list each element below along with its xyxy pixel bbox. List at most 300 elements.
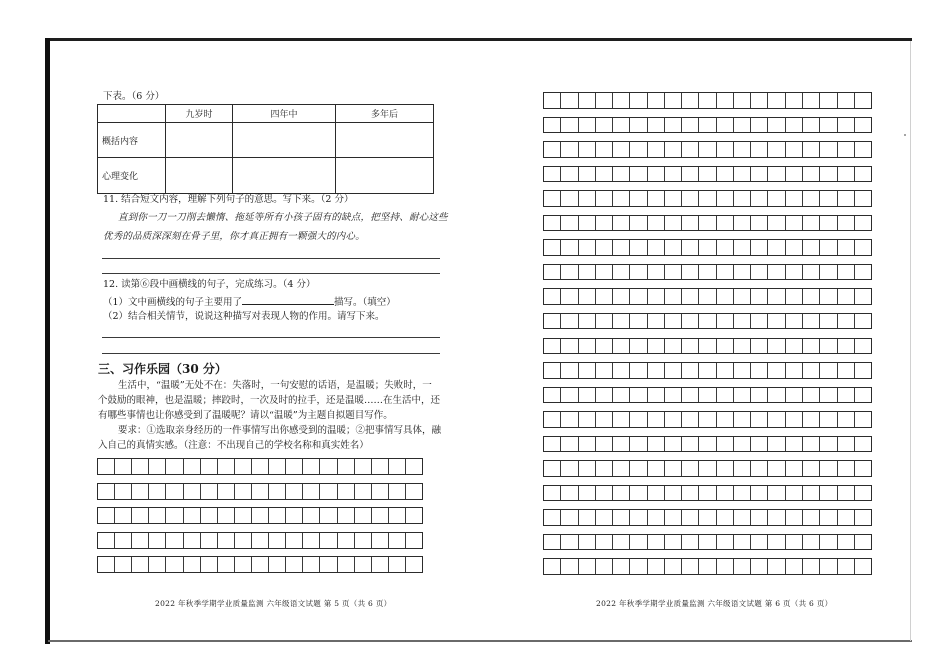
grid-cell: [751, 363, 768, 378]
grid-cell: [699, 265, 716, 280]
grid-cell: [561, 486, 578, 501]
grid-cell: [717, 412, 734, 427]
grid-cell: [699, 437, 716, 452]
grid-row: [543, 288, 872, 305]
grid-cell: [561, 388, 578, 403]
grid-cell: [544, 191, 561, 206]
grid-cell: [786, 363, 803, 378]
grid-cell: [682, 535, 699, 550]
grid-cell: [630, 167, 647, 182]
grid-cell: [786, 289, 803, 304]
grid-cell: [613, 265, 630, 280]
essay-requirement-line: 要求：①选取亲身经历的一件事情写出你感受到的温暖；②把事情写具体，融: [118, 425, 442, 436]
grid-cell: [665, 142, 682, 157]
grid-cell: [682, 93, 699, 108]
grid-cell: [768, 265, 785, 280]
grid-cell: [665, 265, 682, 280]
grid-cell: [751, 437, 768, 452]
grid-cell: [579, 363, 596, 378]
grid-cell: [115, 459, 132, 474]
grid-cell: [286, 557, 303, 572]
grid-cell: [820, 412, 837, 427]
grid-cell: [544, 437, 561, 452]
page-footer: 2022 年秋季学期学业质量监测 六年级语文试题 第 6 页（共 6 页）: [596, 599, 833, 608]
grid-cell: [579, 142, 596, 157]
grid-cell: [115, 508, 132, 523]
grid-cell: [579, 216, 596, 231]
grid-cell: [717, 461, 734, 476]
grid-cell: [630, 240, 647, 255]
grid-cell: [303, 484, 320, 499]
grid-row: [543, 92, 872, 109]
grid-cell: [355, 557, 372, 572]
grid-row: [543, 411, 872, 428]
grid-cell: [596, 363, 613, 378]
grid-cell: [682, 412, 699, 427]
grid-cell: [751, 93, 768, 108]
grid-cell: [699, 510, 716, 525]
grid-cell: [699, 240, 716, 255]
grid-cell: [665, 314, 682, 329]
grid-cell: [338, 533, 355, 548]
grid-cell: [544, 142, 561, 157]
grid-cell: [751, 559, 768, 574]
grid-cell: [372, 459, 389, 474]
grid-cell: [855, 535, 871, 550]
grid-cell: [665, 412, 682, 427]
grid-cell: [561, 191, 578, 206]
grid-cell: [389, 533, 406, 548]
grid-cell: [751, 314, 768, 329]
grid-cell: [855, 388, 871, 403]
grid-cell: [768, 289, 785, 304]
grid-cell: [682, 437, 699, 452]
grid-cell: [717, 191, 734, 206]
grid-cell: [699, 461, 716, 476]
grid-cell: [201, 508, 218, 523]
grid-cell: [98, 484, 115, 499]
grid-cell: [596, 339, 613, 354]
grid-cell: [320, 533, 337, 548]
grid-cell: [751, 216, 768, 231]
grid-cell: [596, 93, 613, 108]
grid-cell: [751, 461, 768, 476]
grid-cell: [751, 412, 768, 427]
table-row: [98, 158, 434, 194]
grid-cell: [235, 557, 252, 572]
grid-cell: [201, 533, 218, 548]
grid-cell: [630, 363, 647, 378]
grid-cell: [561, 437, 578, 452]
grid-cell: [855, 510, 871, 525]
grid-cell: [544, 167, 561, 182]
grid-cell: [820, 167, 837, 182]
table-header-cell: 多年后: [336, 105, 434, 123]
grid-cell: [286, 508, 303, 523]
grid-cell: [132, 484, 149, 499]
grid-cell: [803, 289, 820, 304]
grid-cell: [630, 461, 647, 476]
grid-cell: [630, 388, 647, 403]
grid-cell: [665, 510, 682, 525]
grid-cell: [218, 508, 235, 523]
grid-cell: [803, 339, 820, 354]
grid-cell: [98, 557, 115, 572]
grid-cell: [630, 339, 647, 354]
grid-cell: [613, 510, 630, 525]
grid-row: [97, 458, 423, 475]
grid-cell: [596, 559, 613, 574]
grid-cell: [751, 486, 768, 501]
grid-cell: [630, 535, 647, 550]
grid-cell: [803, 535, 820, 550]
row-label: 概括内容: [98, 123, 166, 158]
grid-cell: [132, 557, 149, 572]
grid-cell: [699, 363, 716, 378]
grid-cell: [751, 339, 768, 354]
grid-cell: [699, 535, 716, 550]
grid-cell: [338, 459, 355, 474]
grid-cell: [613, 388, 630, 403]
grid-cell: [768, 339, 785, 354]
grid-cell: [803, 437, 820, 452]
grid-cell: [734, 461, 751, 476]
grid-cell: [561, 93, 578, 108]
table-header-cell: 四年中: [233, 105, 336, 123]
table-header-cell: 九岁时: [166, 105, 233, 123]
grid-cell: [613, 93, 630, 108]
grid-cell: [734, 167, 751, 182]
writing-grid: [97, 458, 423, 574]
grid-cell: [768, 314, 785, 329]
grid-cell: [682, 388, 699, 403]
grid-cell: [389, 508, 406, 523]
grid-cell: [406, 557, 422, 572]
grid-cell: [389, 459, 406, 474]
grid-cell: [838, 167, 855, 182]
grid-cell: [648, 167, 665, 182]
grid-cell: [218, 484, 235, 499]
grid-cell: [596, 510, 613, 525]
grid-cell: [252, 533, 269, 548]
grid-cell: [561, 118, 578, 133]
grid-cell: [561, 265, 578, 280]
grid-cell: [630, 437, 647, 452]
grid-cell: [648, 388, 665, 403]
grid-cell: [717, 486, 734, 501]
grid-cell: [201, 459, 218, 474]
grid-cell: [184, 459, 201, 474]
grid-cell: [751, 191, 768, 206]
grid-cell: [768, 535, 785, 550]
grid-cell: [648, 314, 665, 329]
grid-cell: [579, 510, 596, 525]
section-3-title: 三、习作乐园（30 分）: [98, 362, 227, 376]
grid-cell: [820, 191, 837, 206]
grid-cell: [149, 459, 166, 474]
grid-cell: [820, 216, 837, 231]
grid-cell: [166, 557, 183, 572]
grid-cell: [734, 216, 751, 231]
grid-cell: [699, 559, 716, 574]
grid-cell: [235, 459, 252, 474]
grid-cell: [768, 363, 785, 378]
grid-cell: [596, 486, 613, 501]
grid-cell: [786, 93, 803, 108]
grid-row: [543, 338, 872, 355]
grid-cell: [751, 510, 768, 525]
grid-row: [543, 485, 872, 502]
grid-cell: [682, 314, 699, 329]
grid-cell: [855, 240, 871, 255]
grid-cell: [406, 459, 422, 474]
grid-cell: [820, 388, 837, 403]
grid-cell: [699, 486, 716, 501]
grid-cell: [665, 289, 682, 304]
grid-cell: [734, 191, 751, 206]
grid-row: [543, 239, 872, 256]
grid-cell: [98, 508, 115, 523]
grid-cell: [682, 559, 699, 574]
grid-cell: [630, 314, 647, 329]
answer-line: [102, 353, 440, 354]
grid-cell: [630, 510, 647, 525]
grid-cell: [803, 265, 820, 280]
grid-cell: [855, 93, 871, 108]
grid-cell: [235, 508, 252, 523]
grid-cell: [544, 388, 561, 403]
grid-cell: [613, 437, 630, 452]
grid-cell: [544, 510, 561, 525]
grid-cell: [596, 461, 613, 476]
grid-cell: [768, 437, 785, 452]
grid-cell: [596, 142, 613, 157]
grid-cell: [682, 486, 699, 501]
answer-line: [102, 337, 440, 338]
grid-cell: [665, 535, 682, 550]
grid-cell: [717, 339, 734, 354]
grid-cell: [544, 559, 561, 574]
grid-cell: [665, 339, 682, 354]
grid-cell: [596, 289, 613, 304]
grid-cell: [544, 486, 561, 501]
grid-cell: [648, 216, 665, 231]
grid-cell: [855, 289, 871, 304]
grid-cell: [596, 535, 613, 550]
grid-cell: [768, 216, 785, 231]
grid-cell: [786, 216, 803, 231]
grid-cell: [613, 461, 630, 476]
scan-edge-top: [48, 38, 912, 41]
essay-prompt-line: 个鼓励的眼神，也是温暖；摔跤时，一次及时的拉手，还是温暖……在生活中，还: [98, 395, 441, 406]
grid-row: [97, 556, 423, 573]
grid-cell: [596, 412, 613, 427]
grid-cell: [768, 559, 785, 574]
grid-cell: [115, 533, 132, 548]
grid-cell: [269, 508, 286, 523]
grid-cell: [820, 486, 837, 501]
grid-cell: [561, 216, 578, 231]
grid-cell: [734, 118, 751, 133]
grid-cell: [751, 535, 768, 550]
grid-cell: [838, 265, 855, 280]
grid-cell: [544, 363, 561, 378]
scan-edge-left: [45, 38, 50, 644]
grid-cell: [699, 289, 716, 304]
table-intro: 下表。（6 分）: [103, 91, 165, 102]
grid-cell: [613, 486, 630, 501]
grid-cell: [803, 191, 820, 206]
grid-row: [543, 190, 872, 207]
grid-cell: [320, 484, 337, 499]
grid-cell: [648, 559, 665, 574]
grid-cell: [561, 289, 578, 304]
grid-cell: [768, 486, 785, 501]
grid-cell: [855, 314, 871, 329]
grid-cell: [717, 240, 734, 255]
grid-cell: [734, 412, 751, 427]
grid-cell: [855, 559, 871, 574]
grid-cell: [286, 459, 303, 474]
grid-cell: [630, 559, 647, 574]
grid-cell: [648, 412, 665, 427]
grid-cell: [235, 484, 252, 499]
grid-cell: [579, 93, 596, 108]
answer-cell: [166, 123, 233, 158]
grid-cell: [786, 339, 803, 354]
grid-cell: [682, 216, 699, 231]
grid-cell: [596, 191, 613, 206]
grid-cell: [803, 216, 820, 231]
grid-cell: [544, 93, 561, 108]
grid-cell: [717, 93, 734, 108]
grid-cell: [665, 93, 682, 108]
grid-cell: [561, 461, 578, 476]
grid-row: [543, 460, 872, 477]
grid-cell: [648, 142, 665, 157]
grid-cell: [648, 93, 665, 108]
grid-cell: [286, 484, 303, 499]
grid-cell: [648, 265, 665, 280]
answer-line: [102, 273, 440, 274]
grid-cell: [613, 559, 630, 574]
grid-cell: [717, 388, 734, 403]
scan-edge-right: [910, 41, 911, 641]
grid-row: [97, 532, 423, 549]
grid-cell: [561, 559, 578, 574]
grid-cell: [201, 484, 218, 499]
grid-cell: [838, 339, 855, 354]
grid-cell: [579, 118, 596, 133]
grid-cell: [820, 363, 837, 378]
grid-cell: [855, 363, 871, 378]
grid-cell: [579, 486, 596, 501]
grid-cell: [630, 93, 647, 108]
grid-cell: [596, 240, 613, 255]
grid-cell: [630, 118, 647, 133]
grid-cell: [544, 265, 561, 280]
answer-line: [102, 258, 440, 259]
grid-cell: [734, 437, 751, 452]
table-header-row: [98, 105, 434, 123]
grid-cell: [596, 216, 613, 231]
grid-cell: [561, 510, 578, 525]
grid-cell: [132, 459, 149, 474]
grid-cell: [613, 191, 630, 206]
grid-cell: [252, 484, 269, 499]
grid-cell: [579, 461, 596, 476]
grid-cell: [734, 240, 751, 255]
grid-cell: [820, 339, 837, 354]
grid-cell: [786, 314, 803, 329]
grid-cell: [115, 557, 132, 572]
grid-cell: [838, 437, 855, 452]
grid-cell: [855, 167, 871, 182]
grid-cell: [786, 486, 803, 501]
grid-cell: [269, 459, 286, 474]
grid-cell: [786, 142, 803, 157]
grid-cell: [786, 437, 803, 452]
question-11-prompt: 11. 结合短文内容，理解下列句子的意思。写下来。（2 分）: [103, 194, 354, 205]
grid-cell: [596, 437, 613, 452]
grid-cell: [561, 314, 578, 329]
grid-cell: [648, 118, 665, 133]
grid-cell: [544, 240, 561, 255]
grid-cell: [544, 412, 561, 427]
grid-cell: [699, 388, 716, 403]
grid-cell: [768, 118, 785, 133]
grid-cell: [734, 339, 751, 354]
grid-cell: [786, 535, 803, 550]
grid-cell: [820, 118, 837, 133]
grid-cell: [838, 216, 855, 231]
grid-cell: [613, 118, 630, 133]
grid-cell: [149, 557, 166, 572]
grid-cell: [717, 118, 734, 133]
grid-cell: [286, 533, 303, 548]
grid-cell: [355, 508, 372, 523]
grid-cell: [579, 559, 596, 574]
grid-cell: [665, 191, 682, 206]
grid-cell: [838, 510, 855, 525]
grid-cell: [734, 363, 751, 378]
grid-cell: [820, 265, 837, 280]
grid-cell: [389, 557, 406, 572]
grid-row: [543, 558, 872, 575]
grid-cell: [544, 535, 561, 550]
grid-cell: [579, 412, 596, 427]
grid-cell: [596, 118, 613, 133]
essay-prompt-line: 有哪些事情也让你感受到了温暖呢？请以“温暖”为主题自拟题目写作。: [98, 410, 393, 421]
scan-edge-bottom: [48, 640, 912, 642]
grid-cell: [132, 533, 149, 548]
grid-cell: [838, 461, 855, 476]
grid-row: [543, 264, 872, 281]
grid-cell: [820, 240, 837, 255]
grid-cell: [751, 118, 768, 133]
grid-cell: [768, 191, 785, 206]
grid-cell: [613, 142, 630, 157]
grid-cell: [838, 535, 855, 550]
grid-cell: [648, 510, 665, 525]
grid-cell: [699, 142, 716, 157]
grid-cell: [682, 142, 699, 157]
grid-cell: [579, 240, 596, 255]
grid-cell: [751, 167, 768, 182]
grid-cell: [269, 484, 286, 499]
grid-row: [543, 387, 872, 404]
grid-cell: [838, 559, 855, 574]
